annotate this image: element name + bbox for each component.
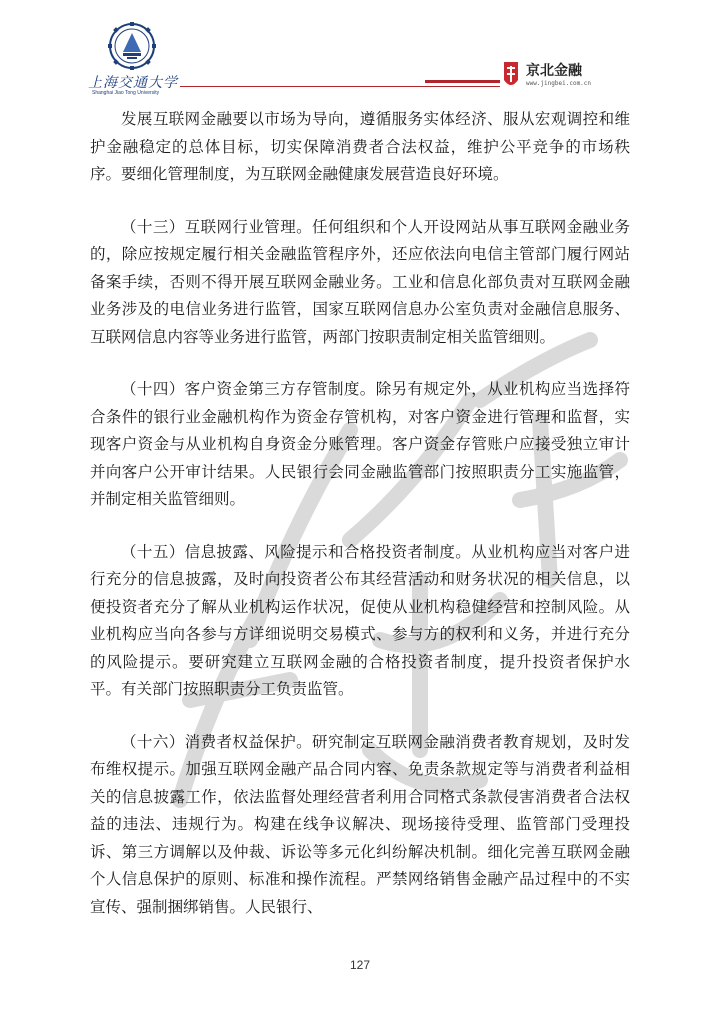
paragraph: 发展互联网金融要以市场为导向，遵循服务实体经济、服从宏观调控和维护金融稳定的总体目标，切实保障消费者合法权益，维护公平竞争的市场秩序。要细化管理制度，为互联网金融健康发展营造良好环境。 [90, 110, 630, 183]
header-rule [180, 86, 500, 87]
paragraph: （十五）信息披露、风险提示和合格投资者制度。从业机构应当对客户进行充分的信息披露，及时向投资者公布其经营活动和财务状况的相关信息，以便投资者充分了解从业机构运作状况，促使从业机构稳健经营和控制风险。从业机构应当向各参与方详细说明交易模式、参与方的权利和义务，并进行充分的风险提示。要研究建立互联网金融的合格投资者制度，提升投资者保护水平。有关部门按照职责分工负责监管。 [90, 542, 630, 698]
jingbei-url: www.jingbei.com.cn [526, 80, 592, 87]
paragraph: （十六）消费者权益保护。研究制定互联网金融消费者教育规划，及时发布维权提示。加强互联网金融产品合同内容、免责条款规定等与消费者利益相关的信息披露工作，依法监督处理经营者利用合同格式条款侵害消费者合法权益的违法、违规行为。构建在线争议解决、现场接待受理、监管部门受理投诉、第三方调解以及仲裁、诉讼等多元化纠纷解决机制。细化完善互联网金融个人信息保护的原则、标准和操作流程。严禁网络销售金融产品过程中的不实宣传、强制捆绑销售。人民银行、 [90, 732, 630, 916]
jingbei-logo [500, 58, 630, 98]
paragraph: （十三）互联网行业管理。任何组织和个人开设网站从事互联网金融业务的，除应按规定履行相关金融监管程序外，还应依法向电信主管部门履行网站备案手续，否则不得开展互联网金融业务。工业和信息化部负责对互联网金融业务涉及的电信业务进行监管，国家互联网信息办公室负责对金融信息服务、互联网信息内容等业务进行监管，两部门按职责制定相关监管细则。 [90, 217, 630, 346]
sjtu-name-chinese: 上海交通大学 [88, 75, 178, 91]
jingbei-name: 京北金融 [526, 63, 582, 79]
page-number: 127 [349, 958, 371, 972]
page-header [0, 0, 720, 100]
sjtu-name-english: Shanghai Jiao Tong University [92, 90, 160, 96]
sjtu-emblem-icon [108, 22, 156, 70]
jingbei-mark-icon [500, 60, 522, 90]
header-rule-accent [425, 80, 500, 83]
document-body [90, 106, 630, 946]
paragraph: （十四）客户资金第三方存管制度。除另有规定外，从业机构应当选择符合条件的银行业金融机构作为资金存管机构，对客户资金进行管理和监督，实现客户资金与从业机构自身资金分账管理。客户资金存管账户应接受独立审计并向客户公开审计结果。人民银行会同金融监管部门按照职责分工实施监管，并制定相关监管细则。 [90, 380, 630, 508]
sjtu-logo [88, 22, 178, 102]
